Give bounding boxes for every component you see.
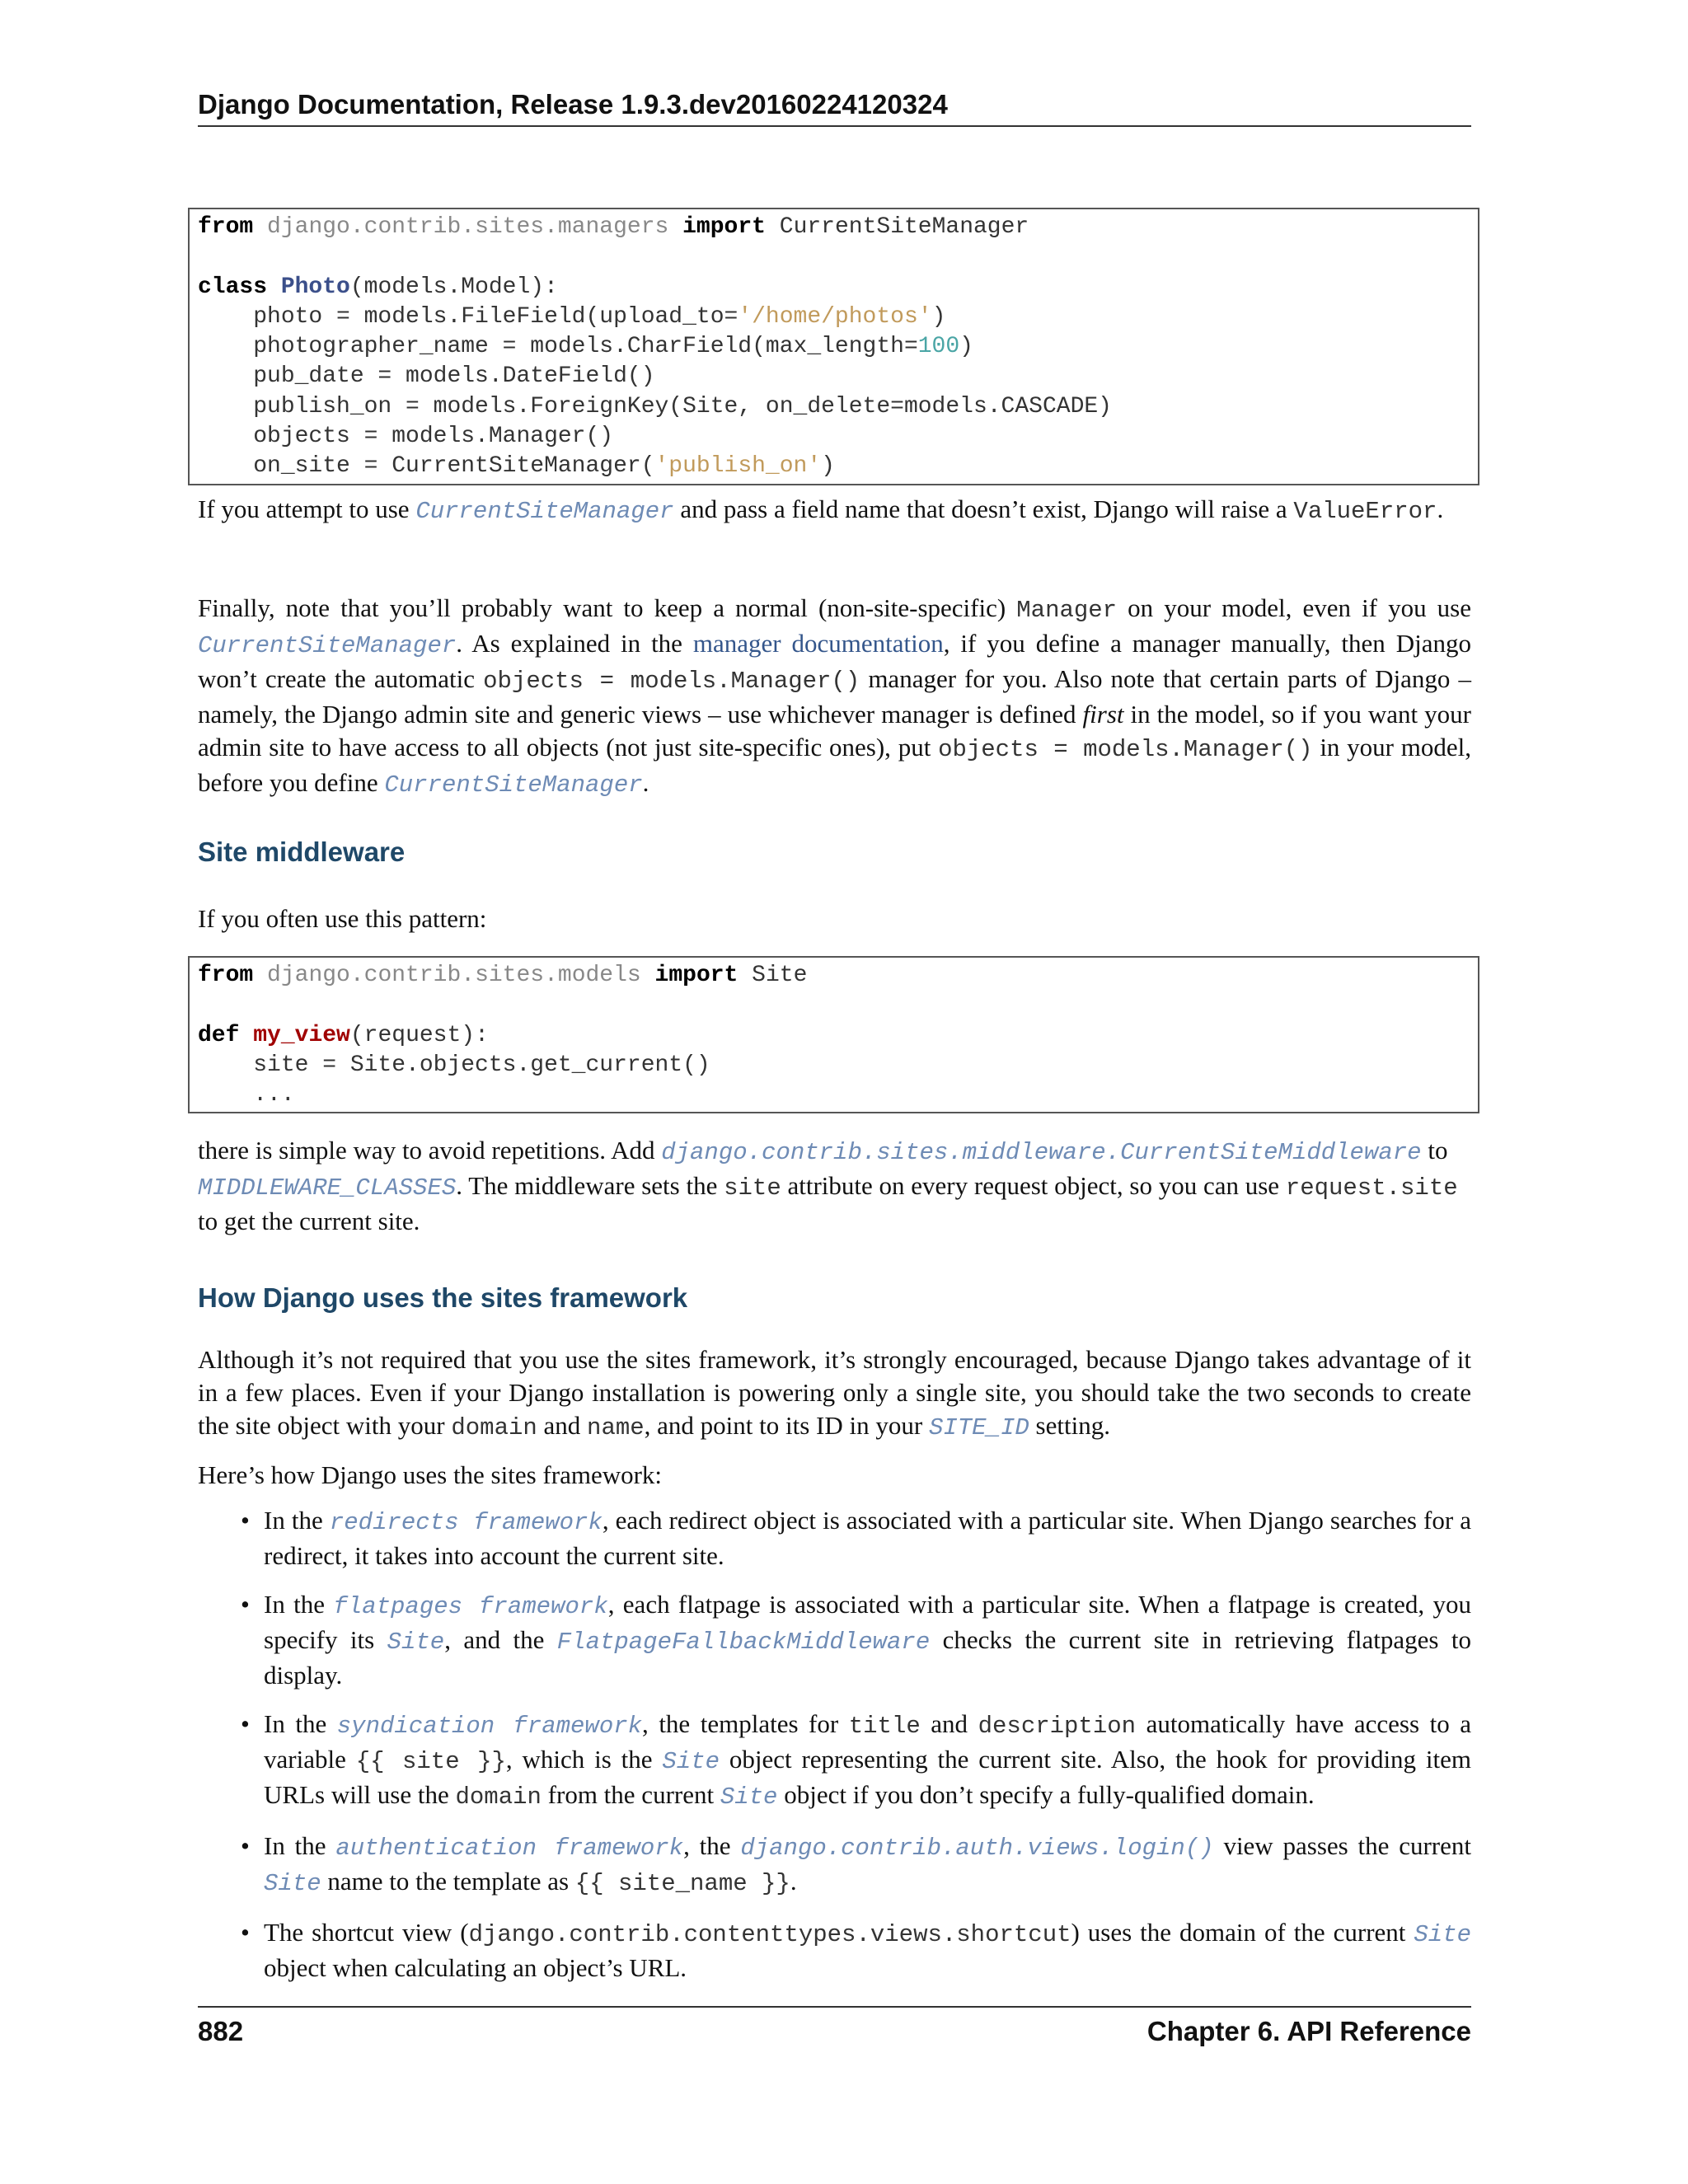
chapter-title: Chapter 6. API Reference bbox=[1146, 2016, 1471, 2046]
page-footer bbox=[198, 2006, 1471, 2046]
inline-code: site bbox=[724, 1174, 781, 1202]
page-header bbox=[198, 89, 1471, 127]
link-current-site-manager[interactable]: CurrentSiteManager bbox=[384, 771, 643, 799]
code-module: django.contrib.sites.models bbox=[267, 963, 641, 988]
link-middleware-classes[interactable]: MIDDLEWARE_CLASSES bbox=[198, 1174, 457, 1202]
list-item-syndication: • In the syndication framework, the templates for title and description automatically have access to a variable {{ site }}, which is the Site object representing the current site. Also, the hook for providing item URLs will use the domain from the current Site object if you don’t specify a fully-qualified domain. bbox=[241, 1709, 1472, 1811]
code-text: ) bbox=[931, 303, 946, 330]
link-site-id[interactable]: SITE_ID bbox=[928, 1414, 1029, 1441]
sites-usage-list bbox=[198, 1504, 1471, 2000]
code-text: publish_on = models.ForeignKey(Site, on_delete=models.CASCADE) bbox=[198, 393, 1112, 419]
link-current-site-manager[interactable]: CurrentSiteManager bbox=[198, 632, 457, 659]
inline-code: description bbox=[978, 1713, 1137, 1740]
code-text: ) bbox=[821, 453, 835, 480]
link-site[interactable]: Site bbox=[264, 1870, 321, 1897]
inline-code: {{ site }} bbox=[355, 1748, 506, 1775]
header-title: Django Documentation, Release 1.9.3.dev20160224120324 bbox=[198, 89, 948, 120]
code-class-name: Photo bbox=[280, 274, 350, 300]
inline-code: django.contrib.contenttypes.views.shortcut bbox=[468, 1921, 1071, 1948]
code-number: 100 bbox=[917, 334, 960, 360]
link-redirects-framework[interactable]: redirects framework bbox=[329, 1509, 603, 1536]
inline-code: {{ site_name }} bbox=[574, 1870, 790, 1897]
list-item-flatpages: • In the flatpages framework, each flatpage is associated with a particular site. When a flatpage is created, you specify its Site, and the FlatpageFallbackMiddleware checks the current site in retrieving flatpages to display. bbox=[241, 1590, 1471, 1690]
link-site[interactable]: Site bbox=[1414, 1921, 1471, 1948]
code-text: pub_date = models.DateField() bbox=[198, 363, 655, 390]
paragraph-sites-encouraged: Although it’s not required that you use the sites framework, it’s strongly encouraged, because Django takes advantage of it in a few places. Even if your Django installation is powering only a single site, you should take the two seconds to create the site object with your domain and name, and point to its ID in your SITE_ID setting. bbox=[198, 1345, 1471, 1441]
inline-code: objects = models.Manager() bbox=[938, 736, 1313, 763]
code-text: objects = models.Manager() bbox=[198, 424, 614, 450]
inline-code: Manager bbox=[1016, 597, 1118, 624]
paragraph-pattern: If you often use this pattern: bbox=[198, 904, 487, 933]
paragraph-field-name-error: If you attempt to use CurrentSiteManager and pass a field name that doesn’t exist, Django will raise a ValueError. bbox=[198, 494, 1444, 525]
code-keyword: import bbox=[682, 214, 766, 240]
link-current-site-manager[interactable]: CurrentSiteManager bbox=[415, 498, 674, 525]
code-keyword: class bbox=[198, 274, 268, 300]
inline-code: domain bbox=[455, 1783, 542, 1811]
link-manager-documentation[interactable]: manager documentation bbox=[692, 629, 944, 658]
code-text: site = Site.objects.get_current() bbox=[198, 1052, 710, 1078]
code-block-my-view bbox=[188, 956, 1479, 1113]
code-text: (models.Model): bbox=[349, 274, 558, 300]
link-current-site-middleware[interactable]: django.contrib.sites.middleware.CurrentSiteMiddleware bbox=[661, 1139, 1422, 1166]
paragraph-middleware-usage: there is simple way to avoid repetitions. Add django.contrib.sites.middleware.CurrentSiteMiddleware to MIDDLEWARE_CLASSES. The middleware sets the site attribute on every request object, so you can use request.site to get the current site. bbox=[198, 1136, 1458, 1235]
link-flatpage-fallback-middleware[interactable]: FlatpageFallbackMiddleware bbox=[556, 1629, 931, 1656]
link-auth-views-login[interactable]: django.contrib.auth.views.login() bbox=[740, 1835, 1214, 1862]
paragraph-heres-how: Here’s how Django uses the sites framework: bbox=[198, 1460, 663, 1489]
code-text: photographer_name = models.CharField(max_length= bbox=[198, 334, 918, 360]
code-keyword: from bbox=[198, 214, 254, 240]
code-function-name: my_view bbox=[253, 1022, 350, 1048]
page-number: 882 bbox=[198, 2016, 244, 2046]
code-keyword: import bbox=[654, 963, 738, 988]
list-item-authentication: • In the authentication framework, the django.contrib.auth.views.login() view passes the current Site name to the template as {{ site_name }}. bbox=[241, 1831, 1472, 1897]
code-text: ) bbox=[959, 334, 973, 360]
inline-code: objects = models.Manager() bbox=[483, 668, 860, 695]
emphasis: first bbox=[1082, 700, 1124, 729]
link-authentication-framework[interactable]: authentication framework bbox=[335, 1835, 684, 1862]
link-site[interactable]: Site bbox=[387, 1629, 445, 1656]
link-site[interactable]: Site bbox=[720, 1783, 778, 1811]
code-keyword: def bbox=[198, 1022, 240, 1048]
code-module: django.contrib.sites.managers bbox=[267, 214, 669, 240]
inline-code: name bbox=[587, 1414, 645, 1441]
inline-code: request.site bbox=[1285, 1174, 1458, 1202]
code-string: '/home/photos' bbox=[738, 303, 932, 330]
code-text: on_site = CurrentSiteManager( bbox=[198, 453, 655, 480]
code-text: CurrentSiteManager bbox=[779, 214, 1029, 240]
code-text: (request): bbox=[349, 1022, 489, 1048]
list-item-redirects: • In the redirects framework, each redirect object is associated with a particular site. When Django searches for a redirect, it takes into account the current site. bbox=[241, 1506, 1471, 1570]
code-keyword: from bbox=[198, 963, 254, 988]
inline-code: ValueError bbox=[1293, 498, 1437, 525]
inline-code: domain bbox=[451, 1414, 537, 1441]
code-text: ... bbox=[198, 1082, 295, 1108]
paragraph-normal-manager: Finally, note that you’ll probably want to keep a normal (non-site-specific) Manager on your model, even if you use CurrentSiteManager. As explained in the manager documentation, if you define a manager manually, then Django won’t create the automatic objects = models.Manager() manager for you. Also note that certain parts of Django – namely, the Django admin site and generic views – use whichever manager is defined first in the model, so if you want your admin site to have access to all objects (not just site-specific ones), put objects = models.Manager() in your model, before you define CurrentSiteManager. bbox=[198, 593, 1472, 799]
section-heading-how-django-uses-sites: How Django uses the sites framework bbox=[198, 1282, 688, 1313]
list-item-shortcut-view: • The shortcut view (django.contrib.contenttypes.views.shortcut) uses the domain of the current Site object when calculating an object’s URL. bbox=[241, 1918, 1471, 1982]
code-block-photo-model bbox=[188, 208, 1479, 485]
code-string: 'publish_on' bbox=[654, 453, 822, 480]
link-syndication-framework[interactable]: syndication framework bbox=[336, 1713, 643, 1740]
section-heading-site-middleware: Site middleware bbox=[198, 837, 406, 867]
inline-code: title bbox=[848, 1713, 921, 1740]
code-text: Site bbox=[752, 963, 808, 988]
link-flatpages-framework[interactable]: flatpages framework bbox=[333, 1593, 608, 1620]
code-text: photo = models.FileField(upload_to= bbox=[198, 303, 738, 330]
link-site[interactable]: Site bbox=[662, 1748, 720, 1775]
